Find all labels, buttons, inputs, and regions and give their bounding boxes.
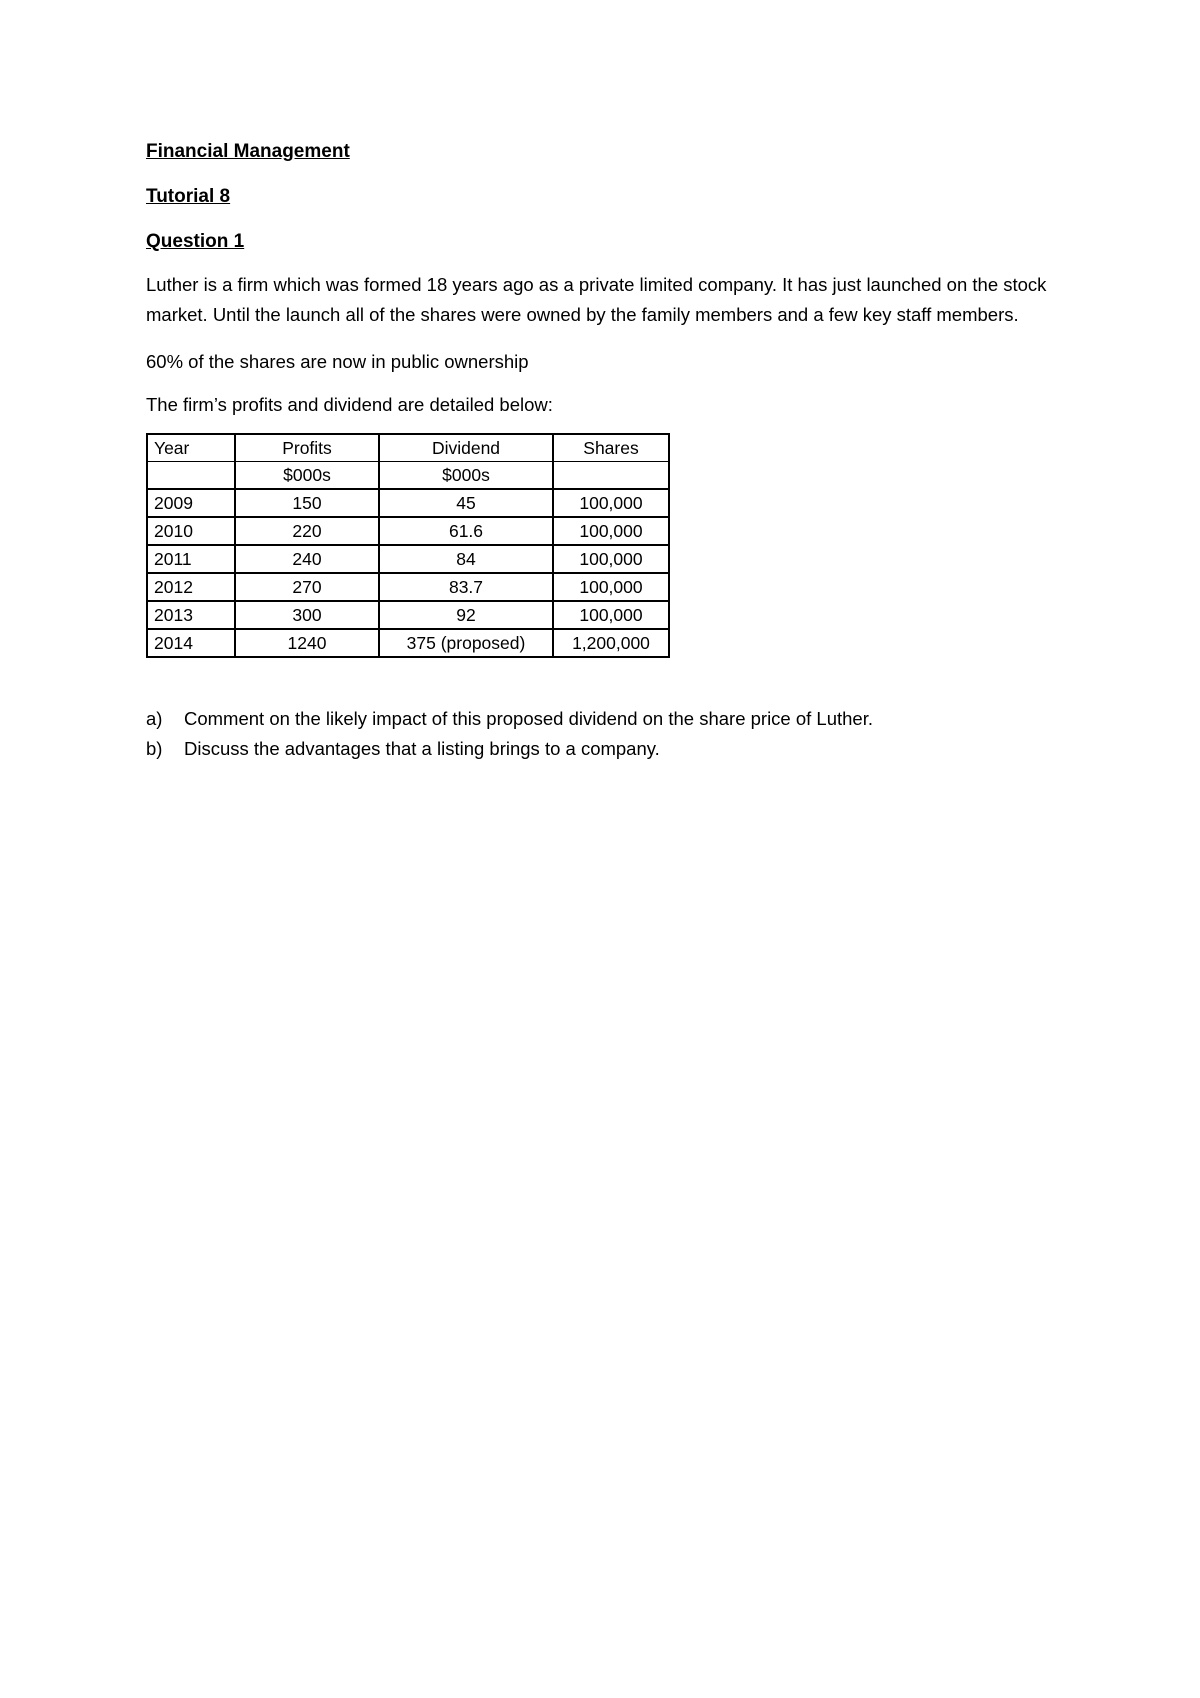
cell-shares: 100,000 [553,573,669,601]
financial-table [146,433,670,658]
header-shares: Shares [553,434,669,462]
question-heading: Question 1 [146,231,245,252]
units-profits: $000s [235,462,379,490]
task-text: Discuss the advantages that a listing brings to a company. [184,738,660,759]
cell-shares: 100,000 [553,545,669,573]
cell-shares: 100,000 [553,489,669,517]
task-label: b) [146,738,163,759]
cell-dividend: 84 [379,545,553,573]
table-row [147,601,669,629]
header-profits: Profits [235,434,379,462]
table-row [147,489,669,517]
table-row [147,573,669,601]
cell-year: 2011 [147,545,235,573]
table-row [147,545,669,573]
cell-dividend: 375 (proposed) [379,629,553,657]
tutorial-heading: Tutorial 8 [146,186,231,207]
cell-dividend: 92 [379,601,553,629]
task-item [146,734,1066,764]
table-header-row [147,434,669,462]
document-page [146,140,1066,764]
header-dividend: Dividend [379,434,553,462]
units-shares [553,462,669,490]
units-year [147,462,235,490]
task-text: Comment on the likely impact of this proposed dividend on the share price of Luther. [184,708,873,729]
cell-year: 2012 [147,573,235,601]
ownership-paragraph: 60% of the shares are now in public ownership [146,351,529,372]
cell-profits: 270 [235,573,379,601]
cell-profits: 240 [235,545,379,573]
cell-year: 2013 [147,601,235,629]
cell-dividend: 45 [379,489,553,517]
units-dividend: $000s [379,462,553,490]
task-item [146,704,1066,734]
cell-profits: 220 [235,517,379,545]
task-label: a) [146,708,163,729]
header-year: Year [147,434,235,462]
table-intro-paragraph: The firm’s profits and dividend are detailed below: [146,394,553,415]
cell-shares: 100,000 [553,601,669,629]
task-list [146,704,1066,764]
table-row [147,517,669,545]
cell-year: 2010 [147,517,235,545]
cell-year: 2009 [147,489,235,517]
cell-profits: 1240 [235,629,379,657]
table-units-row [147,462,669,490]
course-title: Financial Management [146,141,350,162]
cell-dividend: 61.6 [379,517,553,545]
cell-shares: 100,000 [553,517,669,545]
cell-year: 2014 [147,629,235,657]
cell-profits: 300 [235,601,379,629]
table-row [147,629,669,657]
cell-shares: 1,200,000 [553,629,669,657]
intro-paragraph: Luther is a firm which was formed 18 years ago as a private limited company. It has just launched on the stock market. Until the launch all of the shares were owned by the family members and a few key staff members. [146,274,1047,325]
cell-profits: 150 [235,489,379,517]
cell-dividend: 83.7 [379,573,553,601]
